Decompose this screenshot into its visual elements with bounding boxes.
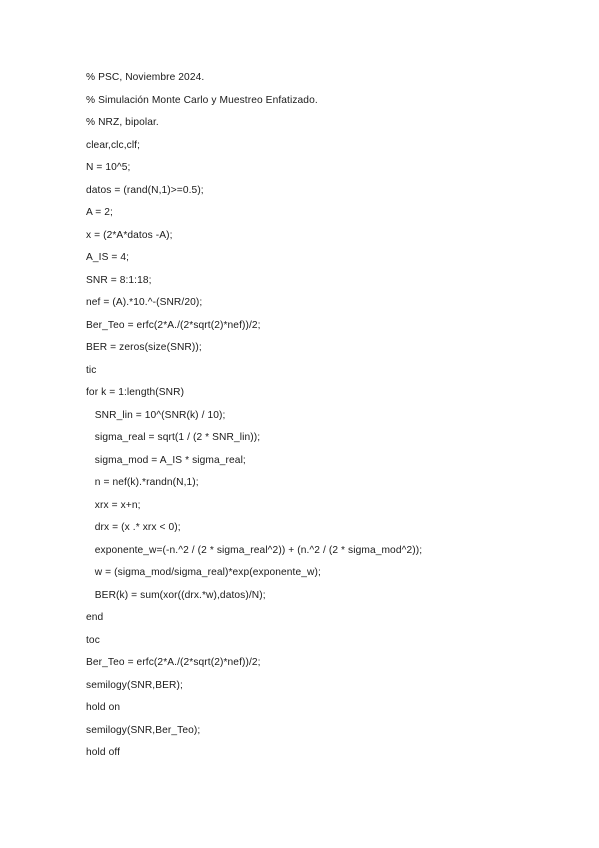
- comment-line: % NRZ, bipolar.: [86, 117, 159, 128]
- code-line: nef = (A).*10.^-(SNR/20);: [86, 297, 203, 308]
- code-line: for k = 1:length(SNR): [86, 387, 185, 398]
- matlab-code-block: [86, 70, 422, 768]
- code-line: n = nef(k).*randn(N,1);: [86, 477, 199, 488]
- code-line: x = (2*A*datos -A);: [86, 229, 173, 241]
- code-line: BER(k) = sum(xor((drx.*w),datos)/N);: [86, 589, 266, 601]
- code-line: Ber_Teo = erfc(2*A./(2*sqrt(2)*nef))/2;: [86, 657, 261, 668]
- code-line: end: [86, 612, 104, 623]
- code-line: A_IS = 4;: [86, 252, 130, 263]
- code-line: w = (sigma_mod/sigma_real)*exp(exponente_w);: [86, 567, 321, 578]
- comment-line: % Simulación Monte Carlo y Muestreo Enfatizado.: [86, 94, 318, 106]
- code-line: drx = (x .* xrx < 0);: [86, 522, 181, 533]
- code-line: exponente_w=(-n.^2 / (2 * sigma_real^2)) + (n.^2 / (2 * sigma_mod^2));: [86, 544, 423, 556]
- code-line: clear,clc,clf;: [86, 139, 141, 151]
- code-line: hold off: [86, 747, 121, 758]
- code-line: semilogy(SNR,Ber_Teo);: [86, 724, 201, 736]
- code-line: sigma_mod = A_IS * sigma_real;: [86, 454, 246, 466]
- code-line: SNR = 8:1:18;: [86, 274, 152, 286]
- code-line: N = 10^5;: [86, 162, 131, 173]
- comment-line: % PSC, Noviembre 2024.: [86, 72, 205, 83]
- code-line: datos = (rand(N,1)>=0.5);: [86, 184, 204, 196]
- code-line: hold on: [86, 702, 121, 713]
- code-line: A = 2;: [86, 207, 113, 218]
- code-line: BER = zeros(size(SNR));: [86, 342, 202, 353]
- code-line: semilogy(SNR,BER);: [86, 679, 183, 691]
- code-line: toc: [86, 634, 100, 646]
- code-line: xrx = x+n;: [86, 499, 141, 511]
- code-line: SNR_lin = 10^(SNR(k) / 10);: [86, 409, 226, 421]
- code-line: sigma_real = sqrt(1 / (2 * SNR_lin));: [86, 432, 261, 443]
- code-line: tic: [86, 364, 97, 376]
- code-line: Ber_Teo = erfc(2*A./(2*sqrt(2)*nef))/2;: [86, 319, 261, 331]
